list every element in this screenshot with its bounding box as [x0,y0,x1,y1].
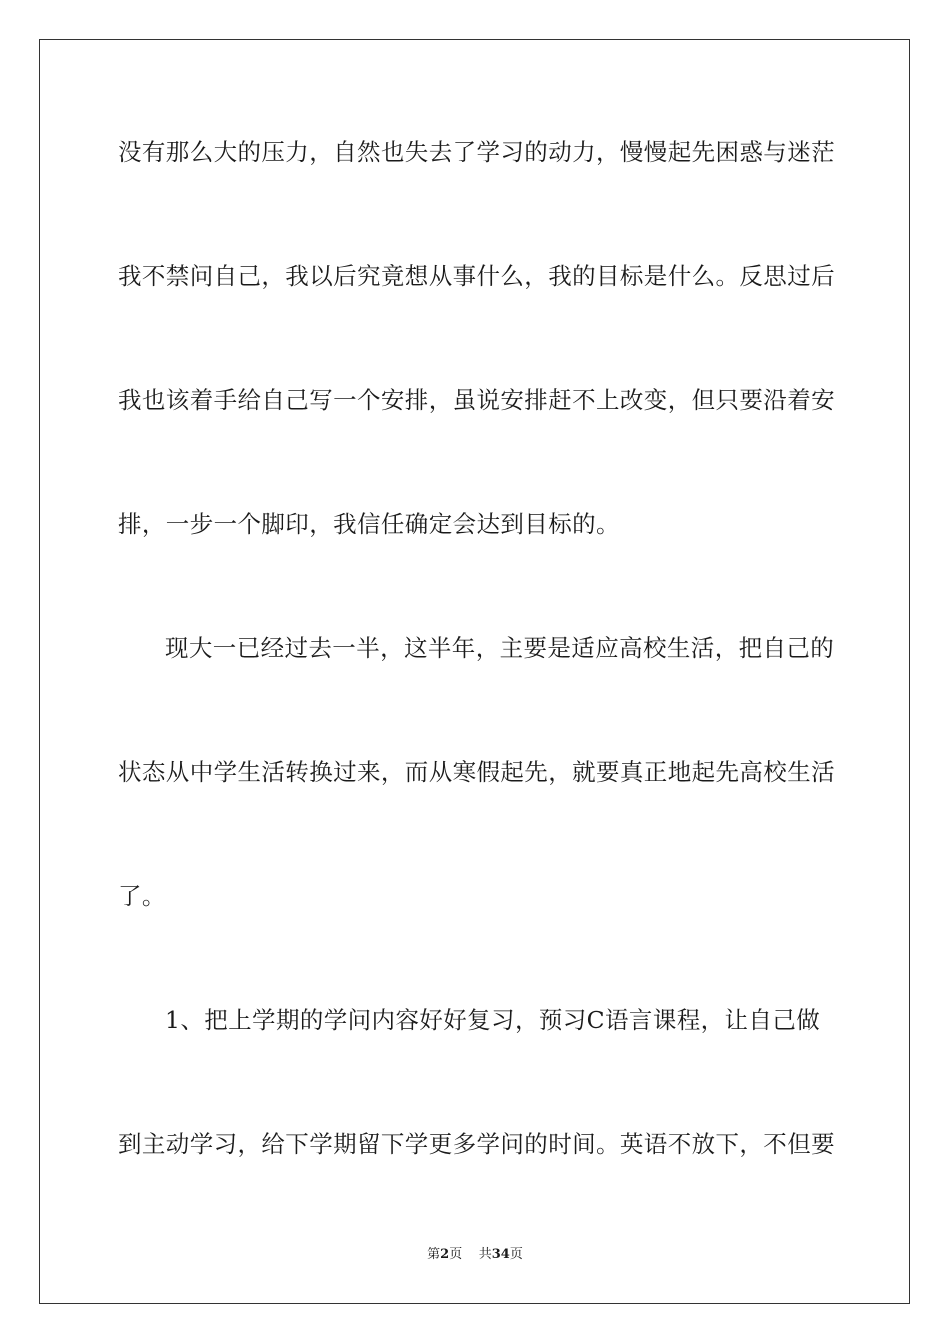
footer-page-number: 2 [440,1247,450,1262]
body-line-4: 排，一步一个脚印，我信任确定会达到目标的。 [118,510,620,538]
page-border [39,39,910,1304]
footer-total-prefix: 共 [478,1247,492,1262]
body-line-5: 现大一已经过去一半，这半年，主要是适应高校生活，把自己的 [165,634,835,662]
footer-page-prefix: 第 [427,1247,441,1262]
footer-total-number: 34 [491,1247,510,1262]
body-line-8: 1、把上学期的学问内容好好复习，预习C语言课程，让自己做 [165,1006,821,1034]
body-line-1: 没有那么大的压力，自然也失去了学习的动力，慢慢起先困惑与迷茫 [118,138,835,166]
footer-page-suffix: 页 [449,1247,463,1262]
footer-total-suffix: 页 [509,1247,523,1262]
body-line-2: 我不禁问自己，我以后究竟想从事什么，我的目标是什么。反思过后 [118,262,835,290]
body-line-7: 了。 [118,882,166,910]
body-line-9: 到主动学习，给下学期留下学更多学问的时间。英语不放下，不但要 [118,1130,835,1158]
page-footer [0,1246,950,1264]
body-line-3: 我也该着手给自己写一个安排，虽说安排赶不上改变，但只要沿着安 [118,386,835,414]
body-line-6: 状态从中学生活转换过来，而从寒假起先，就要真正地起先高校生活 [118,758,835,786]
